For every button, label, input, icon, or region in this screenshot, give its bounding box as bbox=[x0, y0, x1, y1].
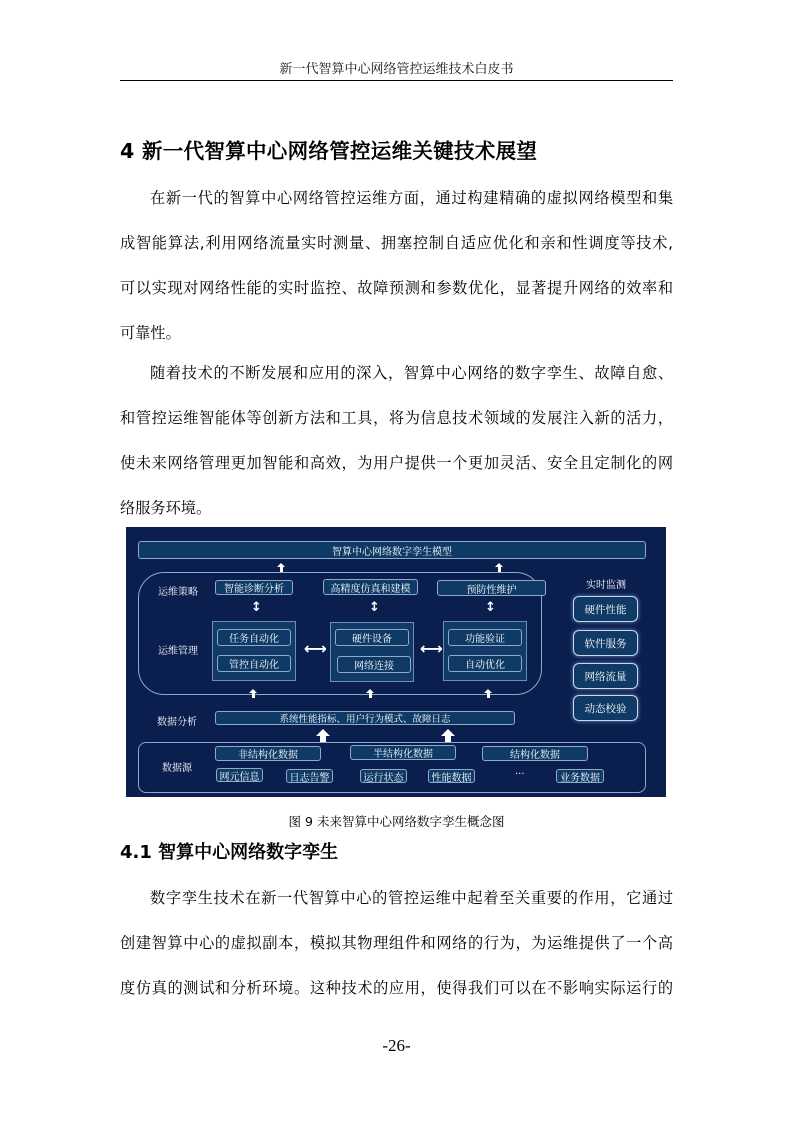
management-group bbox=[330, 622, 414, 682]
double-arrow-horizontal-icon: ⟷ bbox=[420, 639, 443, 658]
analysis-label: 数据分析 bbox=[157, 717, 197, 728]
monitor-title: 实时监测 bbox=[586, 580, 626, 591]
header-rule bbox=[120, 80, 673, 81]
text-line: 成智能算法,利用网络流量实时测量、拥塞控制自适应优化和亲和性调度等技术, bbox=[120, 234, 673, 252]
double-arrow-vertical-icon: ↕ bbox=[251, 600, 262, 615]
figure-caption: 图 9 未来智算中心网络数字孪生概念图 bbox=[288, 814, 505, 829]
monitor-item: 硬件性能 bbox=[573, 596, 638, 622]
text-line: 数字孪生技术在新一代智算中心的管控运维中起着至关重要的作用，它通过 bbox=[150, 889, 673, 907]
twin-model-box: 智算中心网络数字孪生模型 bbox=[138, 541, 646, 559]
source-category: 半结构化数据 bbox=[350, 745, 456, 760]
source-item: 运行状态 bbox=[360, 769, 407, 783]
section-heading-4: 4 新一代智算中心网络管控运维关键技术展望 bbox=[120, 139, 538, 163]
text-line: 可靠性。 bbox=[120, 324, 181, 342]
management-label: 运维管理 bbox=[158, 646, 198, 657]
paragraph-4-2 bbox=[120, 351, 673, 531]
strategy-item: 高精度仿真和建模 bbox=[323, 579, 418, 595]
source-item: 性能数据 bbox=[428, 769, 475, 783]
running-header: 新一代智算中心网络管控运维技术白皮书 bbox=[279, 62, 514, 77]
management-item: 任务自动化 bbox=[217, 629, 291, 646]
strategy-label: 运维策略 bbox=[158, 587, 198, 598]
section-heading-4-1: 4.1 智算中心网络数字孪生 bbox=[120, 842, 339, 863]
text-line: 在新一代的智算中心网络管控运维方面，通过构建精确的虚拟网络模型和集 bbox=[150, 189, 673, 207]
source-label: 数据源 bbox=[162, 763, 192, 774]
double-arrow-vertical-icon: ↕ bbox=[369, 600, 380, 615]
management-item: 网络连接 bbox=[337, 656, 411, 673]
double-arrow-horizontal-icon: ⟷ bbox=[304, 639, 327, 658]
text-line: 创建智算中心的虚拟副本，模拟其物理组件和网络的行为，为运维提供了一个高 bbox=[120, 934, 673, 952]
text-line: 度仿真的测试和分析环境。这种技术的应用，使得我们可以在不影响实际运行的 bbox=[120, 979, 673, 997]
page-number: -26- bbox=[382, 1036, 411, 1055]
text-line: 络服务环境。 bbox=[120, 499, 212, 517]
management-item: 硬件设备 bbox=[335, 629, 409, 646]
text-line: 和管控运维智能体等创新方法和工具，将为信息技术领域的发展注入新的活力， bbox=[120, 409, 673, 427]
paragraph-4-1 bbox=[120, 176, 673, 356]
strategy-item: 预防性维护 bbox=[437, 580, 546, 596]
source-item: 业务数据 bbox=[556, 769, 604, 783]
monitor-item: 动态校验 bbox=[573, 695, 638, 721]
strategy-item: 智能诊断分析 bbox=[215, 580, 293, 595]
management-item: 自动优化 bbox=[448, 655, 522, 672]
paragraph-4-1-1 bbox=[120, 876, 673, 1011]
management-item: 功能验证 bbox=[448, 629, 522, 646]
management-item: 管控自动化 bbox=[217, 655, 291, 672]
digital-twin-diagram bbox=[126, 527, 666, 797]
source-category: 非结构化数据 bbox=[215, 746, 321, 761]
management-group bbox=[443, 621, 527, 681]
monitor-item: 网络流量 bbox=[573, 663, 638, 689]
double-arrow-vertical-icon: ↕ bbox=[485, 600, 496, 615]
text-line: 使未来网络管理更加智能和高效，为用户提供一个更加灵活、安全且定制化的网 bbox=[120, 454, 673, 472]
source-category: 结构化数据 bbox=[482, 746, 588, 761]
analysis-content: 系统性能指标、用户行为模式、故障日志 bbox=[215, 711, 515, 725]
management-group bbox=[212, 621, 296, 681]
text-line: 可以实现对网络性能的实时监控、故障预测和参数优化，显著提升网络的效率和 bbox=[120, 279, 673, 297]
source-item: 网元信息 bbox=[216, 768, 263, 782]
source-item: 日志告警 bbox=[286, 769, 333, 783]
monitor-item: 软件服务 bbox=[573, 630, 638, 656]
text-line: 随着技术的不断发展和应用的深入，智算中心网络的数字孪生、故障自愈、 bbox=[150, 364, 673, 382]
source-item-ellipsis: ··· bbox=[515, 769, 525, 780]
